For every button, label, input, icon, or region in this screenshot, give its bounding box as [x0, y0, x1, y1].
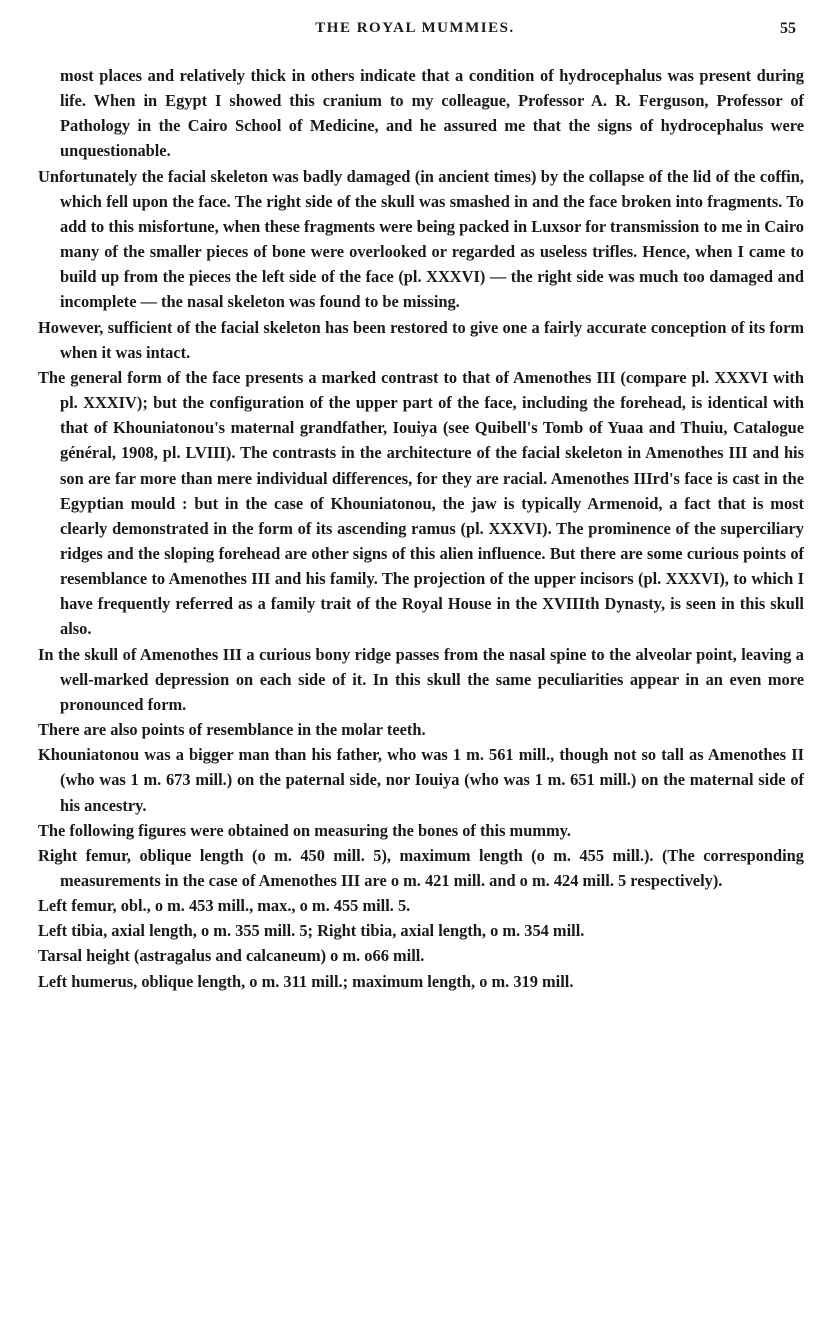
- running-title: THE ROYAL MUMMIES.: [315, 20, 515, 36]
- measurement-tibia: Left tibia, axial length, o m. 355 mill. 5; Right tibia, axial length, o m. 354 mill.: [38, 921, 585, 941]
- measurement-left-femur: Left femur, obl., o m. 453 mill., max., o m. 455 mill. 5.: [38, 896, 411, 916]
- paragraph-hydrocephalus: most places and relatively thick in others indicate that a condition of hydrocephalus was present during life. When in Egypt I showed this cranium to my colleague, Professor A. R. Ferguson, Professor of Pathology in the Cairo School of Medicine, and he assured me that the signs of hydrocephalus were unquestionable.: [60, 66, 804, 161]
- paragraph-stature: Khouniatonou was a bigger man than his father, who was 1 m. 561 mill., though not so tall as Amenothes II (who was 1 m. 673 mill.) on the paternal side, nor Iouiya (who was 1 m. 651 mill.) on the maternal side of his ancestry.: [38, 745, 804, 815]
- measurement-left-humerus: Left humerus, oblique length, o m. 311 mill.; maximum length, o m. 319 mill.: [38, 971, 574, 991]
- paragraph-molar-teeth: There are also points of resemblance in the molar teeth.: [38, 720, 426, 740]
- paragraph-restoration: However, sufficient of the facial skeleton has been restored to give one a fairly accurate conception of its form when it was intact.: [38, 317, 804, 362]
- paragraph-bony-ridge: In the skull of Amenothes III a curious bony ridge passes from the nasal spine to the alveolar point, leaving a well-marked depression on each side of it. In this skull the same peculiarities appear in an even more pronounced form.: [38, 644, 804, 714]
- measurement-right-femur: Right femur, oblique length (o m. 450 mill. 5), maximum length (o m. 455 mill.). (The corresponding measurements in the case of Amenothes III are o m. 421 mill. and o m. 424 mill. 5 respectively).: [38, 845, 804, 890]
- paragraph-figures-intro: The following figures were obtained on measuring the bones of this mummy.: [38, 820, 572, 840]
- paragraph-face-form: The general form of the face presents a marked contrast to that of Amenothes III (compare pl. XXXVI with pl. XXXIV); but the configuration of the upper part of the face, including the forehead, is identical with that of Khouniatonou's maternal grandfather, Iouiya (see Quibell's Tomb of Yuaa and Thuiu, Catalogue général, 1908, pl. LVIII). The contrasts in the architecture of the facial skeleton in Amenothes III and his son are far more than mere individual differences, for they are racial. Amenothes IIIrd's face is cast in the Egyptian mould : but in the case of Khouniatonou, the jaw is typically Armenoid, a fact that is most clearly demonstrated in the form of its ascending ramus (pl. XXXVI). The prominence of the superciliary ridges and the sloping forehead are other signs of this alien influence. But there are some curious points of resemblance to Amenothes III and his family. The projection of the upper incisors (pl. XXXVI), to which I have frequently referred as a family trait of the Royal House in the XVIIIth Dynasty, is seen in this skull also.: [38, 367, 804, 639]
- page-number: 55: [780, 20, 796, 37]
- running-head: [30, 20, 800, 44]
- body-text: [38, 63, 804, 994]
- measurement-tarsal-height: Tarsal height (astragalus and calcaneum) o m. o66 mill.: [38, 946, 425, 966]
- paragraph-facial-damage: Unfortunately the facial skeleton was badly damaged (in ancient times) by the collapse of the lid of the coffin, which fell upon the face. The right side of the skull was smashed in and the face broken into fragments. To add to this misfortune, when these fragments were being packed in Luxsor for transmission to me in Cairo many of the smaller pieces of bone were overlooked or regarded as useless trifles. Hence, when I came to build up from the pieces the left side of the face (pl. XXXVI) — the right side was much too damaged and incomplete — the nasal skeleton was found to be missing.: [38, 166, 804, 312]
